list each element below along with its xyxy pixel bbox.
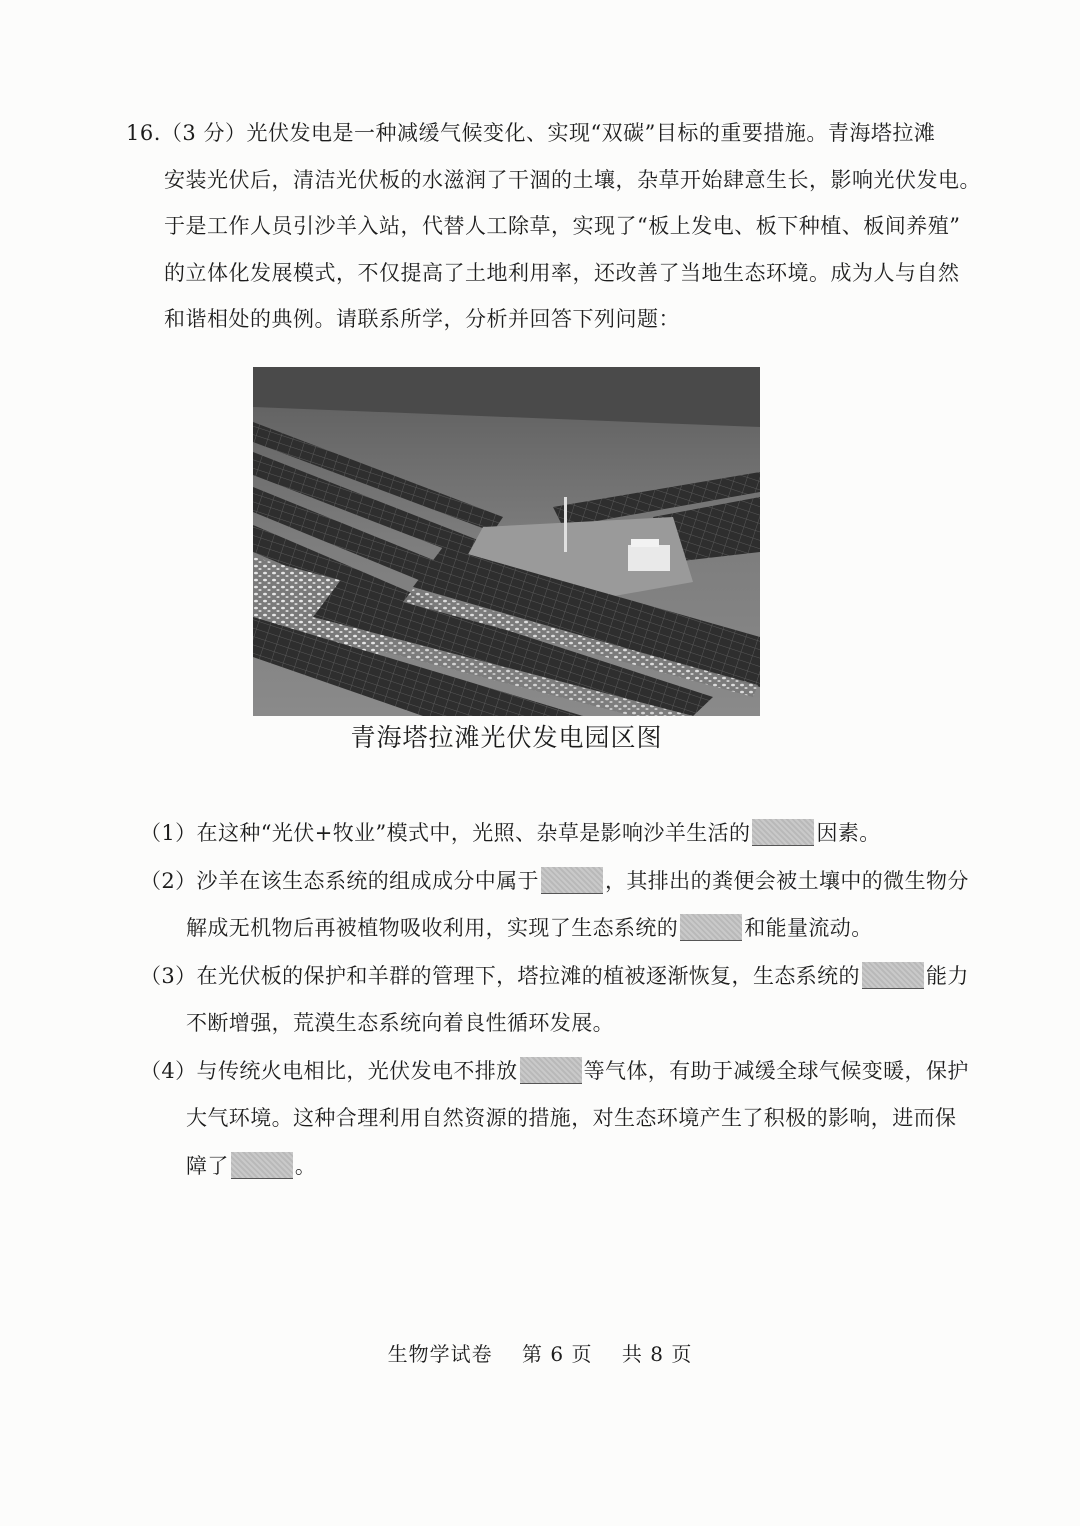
sub-question-4: （4）与传统火电相比，光伏发电不排放 等气体，有助于减缓全球气候变暖，保护 [140, 1058, 969, 1083]
sub-question-4-cont-2: 障了 。 [186, 1153, 317, 1178]
sub-question-4-cont: 大气环境。这种合理利用自然资源的措施，对生态环境产生了积极的影响，进而保 [186, 1106, 957, 1130]
answer-blank[interactable] [752, 819, 814, 846]
figure-caption: 青海塔拉滩光伏发电园区图 [350, 723, 663, 752]
sub-questions [140, 810, 969, 1190]
sub-question-2-cont: 解成无机物后再被植物吸收利用，实现了生态系统的 和能量流动。 [186, 916, 873, 940]
question-number: 16. [126, 121, 161, 145]
sub-question-2: （2）沙羊在该生态系统的组成成分中属于 ，其排出的粪便会被土壤中的微生物分 [140, 868, 969, 893]
stem-line-2: 安装光伏后，清洁光伏板的水滋润了干涸的土壤，杂草开始肆意生长，影响光伏发电。 [164, 167, 981, 192]
stem-line-3: 于是工作人员引沙羊入站，代替人工除草，实现了“板上发电、板下种植、板间养殖” [164, 214, 961, 238]
stem-line-5: 和谐相处的典例。请联系所学，分析并回答下列问题： [164, 307, 680, 331]
stem-line-1: 16.（3 分）光伏发电是一种减缓气候变化、实现“双碳”目标的重要措施。青海塔拉滩 [126, 110, 956, 157]
solar-farm-photo [253, 367, 760, 716]
page-footer: 生物学试卷 第 6 页 共 8 页 [387, 1342, 693, 1366]
answer-blank[interactable] [541, 867, 603, 894]
stem-line-4: 的立体化发展模式，不仅提高了土地利用率，还改善了当地生态环境。成为人与自然 [164, 260, 960, 285]
answer-blank[interactable] [862, 962, 924, 989]
question-stem [126, 110, 981, 343]
answer-blank[interactable] [680, 914, 742, 941]
answer-blank[interactable] [231, 1152, 293, 1179]
sub-question-3-cont: 不断增强，荒漠生态系统向着良性循环发展。 [186, 1011, 614, 1035]
sub-question-3: （3）在光伏板的保护和羊群的管理下，塔拉滩的植被逐渐恢复，生态系统的 能力 [140, 963, 969, 988]
answer-blank[interactable] [520, 1057, 582, 1084]
sub-question-1: （1）在这种“光伏+牧业”模式中，光照、杂草是影响沙羊生活的 因素。 [140, 821, 881, 845]
